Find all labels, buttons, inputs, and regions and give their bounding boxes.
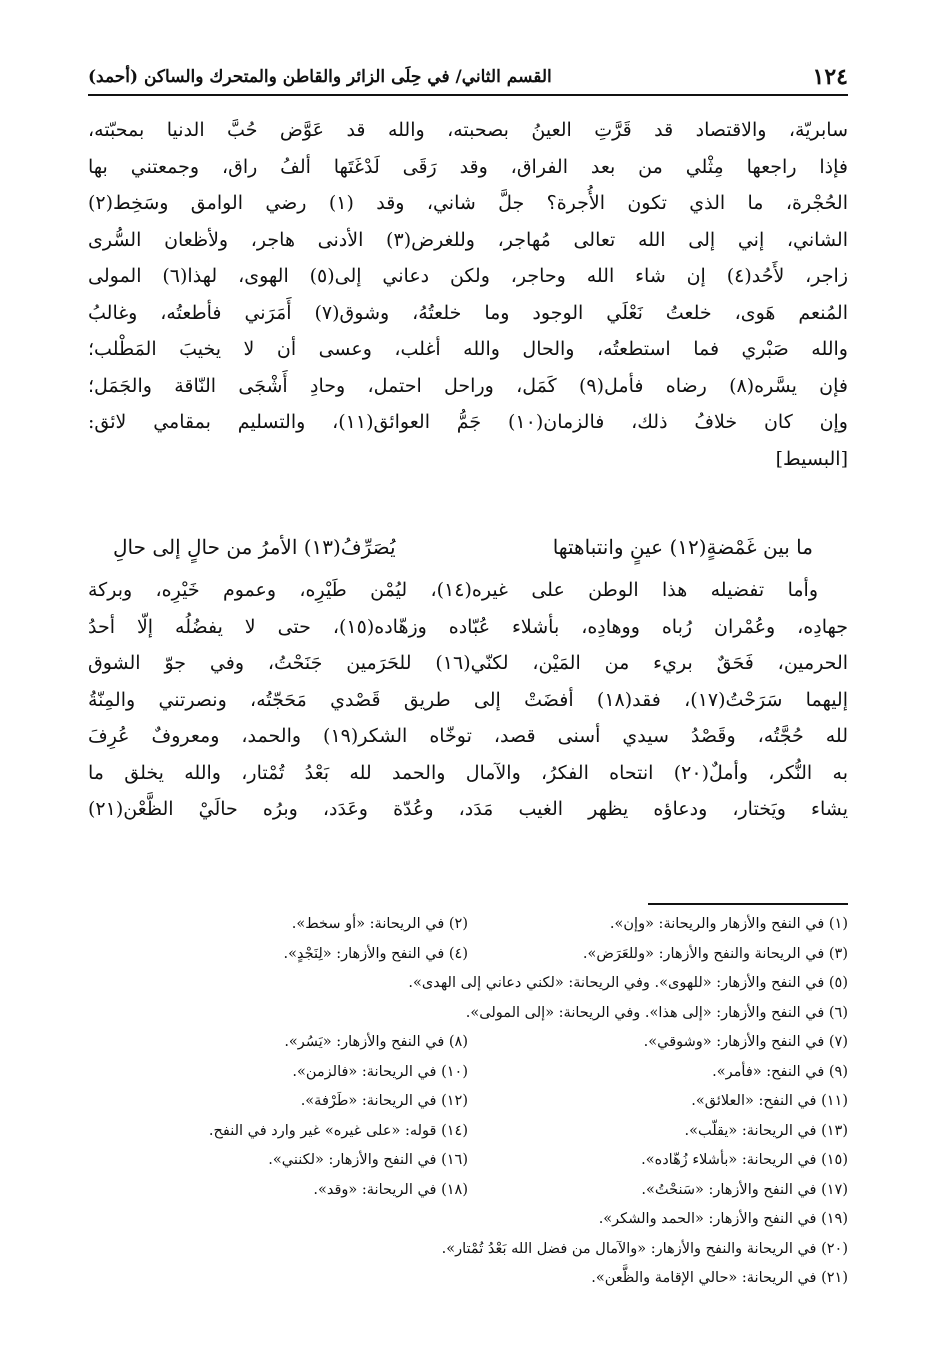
footnote: (٤) في النفح والأزهار: «لِنَجْدٍ». [283,945,468,962]
text-line: وإن كان خلافُ ذلك، فالزمان(١٠) جَمُّ العوائق(١١)، والتسليم بمقامي لائق: [88,411,848,433]
text-line: المُنعم هَوى، خلعتُ نَعْلَي الوجود وما خلعتُهُ، وشوق(٧) أَمَرَني فأطعتُه، وغالبُ [88,301,848,324]
footnote: (١٠) في الريحانة: «فالزمن». [292,1063,468,1080]
footnote: (٣) في الريحانة والنفح والأزهار: «وللعَرَض». [582,945,848,962]
text-line: وأما تفضيله هذا الوطن على غيره(١٤)، ليُمْن طَيْرِه، وعموم خَيْرِه، وبركة [88,579,818,601]
footnote: (١٥) في الريحانة: «بأشلاء زُهّاده». [641,1152,848,1168]
footnote-row [88,1264,848,1294]
text-line: فإن يسَّره(٨) رضاه فأمل(٩) كَمَل، وراحل احتمل، وحادِ أَشْجَى النّاقة والجَمَل؛ [88,374,848,397]
body-paragraph-2 [88,572,848,828]
verse-second-hemistich: يُصَرِّفُ(١٣) الأمرُ من حالٍ إلى حالِ [113,535,396,559]
footnote-row [88,999,848,1029]
text-line: الحُجْرة، ما الذي تكون الأُجرة؟ جلَّ شاني، وقد (١) رضي الوامق وسَخِط(٢) [88,192,848,214]
text-line: فإذا راجعها مِثْلي من بعد الفراق، وقد رَقَى لَدْغَتَها ألفُ راق، وجمعتني بها [88,155,848,178]
footnote: (٢٠) في الريحانة والنفح والأزهار: «والآمال من فضل الله بَعْدُ تُمْتار». [441,1240,848,1257]
footnote: (١٨) في الريحانة: «وقد». [313,1181,468,1198]
verse-first-hemistich: ما بين غَمْضةٍ(١٢) عينٍ وانتباهتها [552,535,813,559]
footnote-row [88,910,848,940]
footnote: (١١) في النفح: «العلائق». [691,1093,848,1109]
footnote-row [88,1146,848,1176]
footnote: (٨) في النفح والأزهار: «يَسُر». [284,1034,468,1050]
running-head: القسم الثاني/ في حِلَى الزائر والقاطن والمتحرك والساكن (أحمد) [88,67,552,87]
footnote: (٧) في النفح والأزهار: «وشوقي». [643,1034,848,1050]
text-line: سابريّة، والاقتصاد قد قَرَّتِ العينُ بصحبته، والله قد عَوَّض حُبَّ الدنيا بمحبّته، [88,119,848,141]
body-paragraph-1 [88,112,848,477]
footnote: (٦) في النفح والأزهار: «إلى هذا». وفي الريحانة: «إلى المولى». [465,1004,848,1021]
text-line: زاجر، لأَحُد(٤) إن شاء الله وحاجر، ولكن دعاني إلى(٥) الهوى، لهذا(٦) المولى [88,265,848,287]
footnotes [88,910,848,1294]
footnote: (١٩) في النفح والأزهار: «الحمد والشكر». [598,1211,848,1227]
footnote: (١٦) في النفح والأزهار: «لكنني». [268,1152,468,1168]
footnote: (٩) في النفح: «فأمر». [712,1063,848,1080]
footnote-row [88,1205,848,1235]
footnote-row [88,1058,848,1088]
text-line: والله صَبْري فما استطعتُه، والحال والله أغلب، وعسى أن لا يخيبَ المَطْلب؛ [88,338,848,360]
footnote-row [88,1087,848,1117]
footnote: (١٧) في النفح والأزهار: «سَنحْتُ». [641,1181,848,1198]
text-line: يشاء ويَختار، ودعاؤه يظهر الغيب مَدَد، وعُدّة وعَدَد، وبرُه حالَيْ الظَّعْن(٢١) [88,798,848,820]
footnote-separator [648,903,848,905]
text-line: لله حُجَّتُه، وقَصْدُ سيدي أسنى قصد، توخّاه الشكر(١٩) والحمد، ومعروفٌ عُرِفَ [88,725,848,747]
footnote: (١٢) في الريحانة: «طَرْفة». [300,1093,468,1109]
meter-label: [البسيط] [775,447,848,470]
text-line: جهادِه، وعُمْران رُباه ووهادِه، بأشلاء عُبّاده وزهّاده(١٥)، حتى لا يفضُلُه إلّا أحدُ [88,615,848,638]
page-header [88,60,848,96]
footnote-row [88,969,848,999]
footnote: (٥) في النفح والأزهار: «للهوى». وفي الريحانة: «لكني دعاني إلى الهدى». [408,975,848,991]
footnote: (٢) في الريحانة: «أو سخط». [291,916,468,932]
text-line: به النُّكر، وأملٌ(٢٠) انتحاه الفكرُ، والآمال والحمد لله بَعْدُ تُمْتار، والله يخلق ما [88,761,848,784]
footnote: (١) في النفح والأزهار والريحانة: «وإن». [609,916,848,932]
footnote: (١٣) في الريحانة: «يقلّب». [684,1122,848,1139]
footnote-row [88,1117,848,1147]
text-line: إليهما سَرَحْتُ(١٧)، فقد(١٨) أفضَتْ إلى طريق قَصْدي مَحَجّتُه، ونصرتني والمِنّةُ [88,688,848,711]
footnote-row [88,940,848,970]
footnote: (٢١) في الريحانة: «حالي الإقامة والظَّعن». [591,1270,848,1286]
text-line: الشاني، إني إلى الله تعالى مُهاجر، وللغرض(٣) الأدنى هاجر، ولأظعان السُّرى [88,228,848,251]
footnote-row [88,1235,848,1265]
footnote-row [88,1176,848,1206]
footnote-row [88,1028,848,1058]
poem-verse [88,525,848,569]
text-line: الحرمين، فَحَقٌ بريء من المَيْن، لكنّي(١٦) للحَرَمين جَنَحْتُ، وفي جوّ الشوق [88,652,848,674]
footnote: (١٤) قوله: «على غيره» غير وارد في النفح. [208,1122,468,1139]
page-number: ١٢٤ [812,64,848,90]
